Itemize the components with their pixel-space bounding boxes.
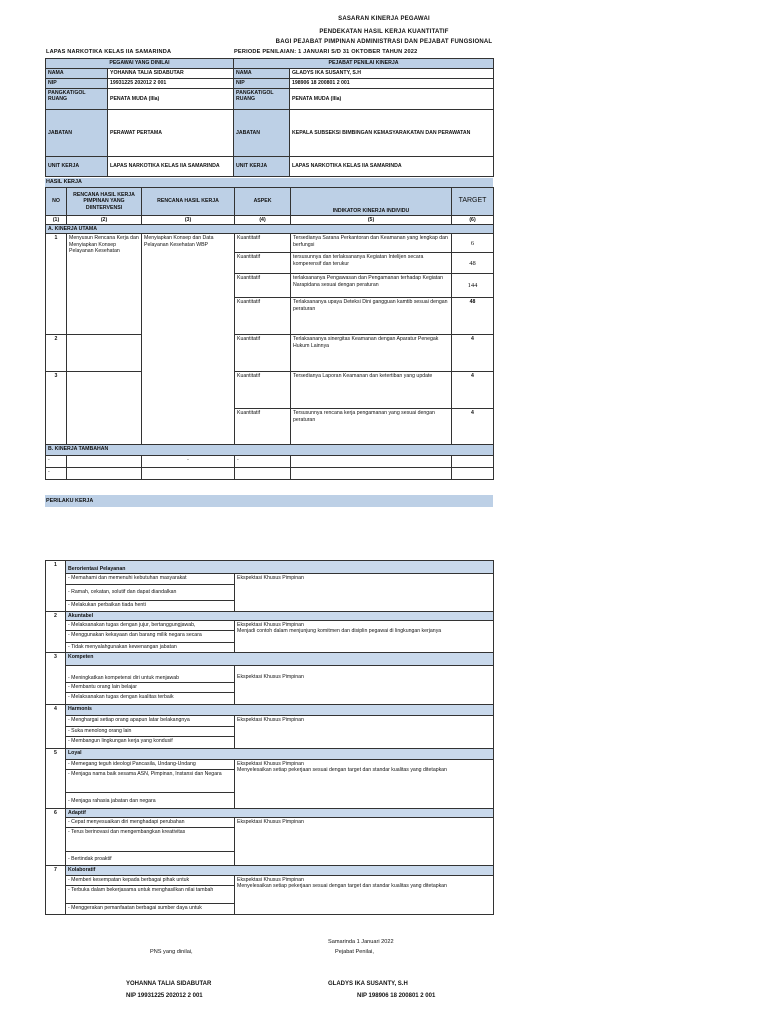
row-indikator: Tersusunnya rencana kerja pengamanan yang sesuai dengan peraturan [291, 409, 452, 445]
pegawai-nip: 19931225 202012 2 001 [108, 79, 234, 89]
form-subtitle-2: BAGI PEJABAT PIMPINAN ADMINISTRASI DAN PEJABAT FUNGSIONAL [275, 39, 493, 45]
pegawai-pangkat: PENATA MUDA (IIIa) [108, 89, 234, 110]
col-num-4: (4) [235, 216, 291, 225]
ekspektasi-block [235, 621, 494, 653]
perilaku-group [46, 561, 494, 574]
group-item: - Membantu orang lain belajar [66, 683, 235, 693]
left-role: PNS yang dinilai, [150, 949, 193, 955]
group-no: 5 [46, 749, 66, 809]
place-date: Samarinda 1 Januari 2022 [328, 939, 394, 945]
row-indikator: Tersedianya Sarana Perkantoran dan Keamanan yang lengkap dan berfungsi [291, 234, 452, 253]
group-item: - Menjaga nama baik sesama ASN, Pimpinan, Instansi dan Negara [66, 770, 235, 793]
label-unit-penilai: UNIT KERJA [234, 157, 290, 177]
group-item: - Memberi kesempatan kepada berbagai pihak untuk [66, 875, 235, 885]
label-unit: UNIT KERJA [46, 157, 108, 177]
penilai-unit: LAPAS NARKOTIKA KELAS IIA SAMARINDA [290, 157, 494, 177]
col-rencana-pimpinan: RENCANA HASIL KERJA PIMPINAN YANG DIINTERVENSI [67, 188, 142, 216]
group-title: Berorientasi Pelayanan [66, 561, 494, 574]
group-item: - Tidak menyalahgunakan kewenangan jabatan [66, 643, 235, 653]
row-indikator: Terlaksananya upaya Deteksi Dini gangguan kamtib sesuai dengan peraturan [291, 298, 452, 335]
row-indikator: Tersedianya Laporan Keamanan dan ketertiban yang update [291, 372, 452, 409]
label-jabatan-penilai: JABATAN [234, 110, 290, 157]
group-item: - Meningkatkan kompetensi diri untuk menjawab [66, 666, 235, 683]
right-nip: NIP 198906 18 200801 2 001 [357, 993, 436, 999]
label-jabatan: JABATAN [46, 110, 108, 157]
row-target: 4 [452, 335, 494, 372]
row-indikator: tersusunnya dan terlaksananya Kegiatan Intelijen secara komperensif dan terukur [291, 253, 452, 274]
ekspektasi-note: Menyelesaikan setiap pekerjaan sesuai dengan target dan standar kualitas yang ditetapkan [237, 882, 447, 889]
ekspektasi-label: Ekspektasi Khusus Pimpinan [235, 818, 494, 866]
table-row [46, 234, 494, 253]
row-target: 48 [452, 298, 494, 335]
col-num-3: (3) [142, 216, 235, 225]
row-target: 48 [452, 253, 494, 274]
col-aspek: ASPEK [235, 188, 291, 216]
col-num-1: (1) [46, 216, 67, 225]
group-item: - Memahami dan memenuhi kebutuhan masyarakat [66, 574, 235, 585]
label-nama-penilai: NAMA [234, 69, 290, 79]
left-nip: NIP 19931225 202012 2 001 [126, 993, 203, 999]
hasil-kerja-bar [45, 178, 493, 187]
table-row [46, 372, 494, 409]
left-name: YOHANNA TALIA SIDABUTAR [126, 981, 212, 987]
penilai-jabatan: KEPALA SUBSEKSI BIMBINGAN KEMASYARAKATAN DAN PERAWATAN [290, 110, 494, 157]
group-item: - Ramah, cekatan, solutif dan dapat diandalkan [66, 585, 235, 601]
group-title: Harmonis [66, 705, 494, 716]
right-role: Pejabat Penilai, [335, 949, 374, 955]
group-item: - Cepat menyesuaikan diri menghadapi perubahan [66, 818, 235, 828]
row-aspek: Kuantitatif [235, 372, 291, 409]
ekspektasi-note: Menjadi contoh dalam menjunjung komitmen dan disiplin pegawai di lingkungan kerjanya [237, 628, 442, 635]
tambahan-dash: - [142, 456, 235, 468]
perilaku-group [46, 809, 494, 818]
hasil-kerja-title: HASIL KERJA [46, 179, 82, 185]
perilaku-kerja-title: PERILAKU KERJA [46, 498, 94, 504]
tambahan-dash: - [235, 456, 291, 468]
ekspektasi-label: Ekspektasi Khusus Pimpinan [235, 716, 494, 749]
col-rencana: RENCANA HASIL KERJA [142, 188, 235, 216]
row-pimpinan-empty [67, 372, 142, 445]
row-target: 4 [452, 372, 494, 409]
periode: PERIODE PENILAIAN: 1 JANUARI S/D 31 OKTOBER TAHUN 2022 [234, 49, 418, 55]
kinerja-utama-label: A. KINERJA UTAMA [46, 225, 494, 234]
group-no: 6 [46, 809, 66, 866]
group-item: - Melakukan perbaikan tiada henti [66, 601, 235, 612]
penilai-pangkat: PENATA MUDA (IIIa) [290, 89, 494, 110]
penilai-nama: GLADYS IKA SUSANTY, S.H [290, 69, 494, 79]
ekspektasi-label: Ekspektasi Khusus Pimpinan [235, 666, 494, 705]
kinerja-tambahan-label: B. KINERJA TAMBAHAN [46, 445, 494, 456]
ekspektasi-block [235, 875, 494, 914]
ekspektasi-label: Ekspektasi Khusus Pimpinan [237, 761, 304, 768]
group-item: - Terus berinovasi dan mengembangkan kreativitas [66, 828, 235, 852]
row-target: 4 [452, 409, 494, 445]
group-item: - Bertindak proaktif [66, 852, 235, 866]
perilaku-table [45, 560, 494, 915]
col-num-2: (2) [67, 216, 142, 225]
row-pimpinan-empty [67, 335, 142, 372]
group-title: Kolaboratif [66, 866, 494, 875]
tambahan-dash: - [46, 456, 67, 468]
form-subtitle-1: PENDEKATAN HASIL KERJA KUANTITATIF [319, 29, 449, 35]
pegawai-table [45, 58, 494, 177]
tambahan-dash: - [46, 468, 67, 480]
group-no: 1 [46, 561, 66, 612]
group-title: Adaptif [66, 809, 494, 818]
group-no: 3 [46, 653, 66, 705]
penilai-nip: 198906 18 200801 2 001 [290, 79, 494, 89]
pegawai-nama: YOHANNA TALIA SIDABUTAR [108, 69, 234, 79]
pegawai-jabatan: PERAWAT PERTAMA [108, 110, 234, 157]
group-item: - Menjaga rahasia jabatan dan negara [66, 793, 235, 809]
ekspektasi-label: Ekspektasi Khusus Pimpinan [237, 622, 304, 629]
col-num-6: (6) [452, 216, 494, 225]
group-item: - Melaksanakan tugas dengan kualitas terbaik [66, 693, 235, 705]
group-item: - Membangun lingkungan kerja yang kondusif [66, 737, 235, 749]
row-no: 2 [46, 335, 67, 372]
ekspektasi-label: Ekspektasi Khusus Pimpinan [237, 876, 304, 883]
group-title: Akuntabel [66, 612, 494, 621]
perilaku-kerja-bar [45, 495, 493, 507]
row-target: 144 [452, 274, 494, 298]
row-no: 3 [46, 372, 67, 445]
row-indikator: terlaksananya Pengawasan dan Pengamanan terhadap Kegiatan Narapidana sesuai dengan peraturan [291, 274, 452, 298]
perilaku-group [46, 653, 494, 666]
group-item: - Menghargai setiap orang apapun latar belakangnya [66, 716, 235, 727]
col-indikator: INDIKATOR KINERJA INDIVIDU [291, 188, 452, 216]
perilaku-group [46, 749, 494, 760]
group-item: - Menggerakan pemanfaatan berbagai sumber daya untuk [66, 903, 235, 914]
label-pangkat-penilai: PANGKAT/GOL RUANG [234, 89, 290, 110]
group-title: Loyal [66, 749, 494, 760]
group-item: - Suka menolong orang lain [66, 727, 235, 737]
row-aspek: Kuantitatif [235, 335, 291, 372]
group-item: - Melaksanakan tugas dengan jujur, bertanggungjawab, [66, 621, 235, 631]
right-name: GLADYS IKA SUSANTY, S.H [328, 981, 408, 987]
group-item: - Memegang teguh ideologi Pancasila, Undang-Undang [66, 760, 235, 770]
row-aspek: Kuantitatif [235, 274, 291, 298]
group-no: 7 [46, 866, 66, 914]
row-aspek: Kuantitatif [235, 253, 291, 274]
perilaku-group [46, 705, 494, 716]
col-no: NO [46, 188, 67, 216]
row-no: 1 [46, 234, 67, 335]
label-nip: NIP [46, 79, 108, 89]
label-nama: NAMA [46, 69, 108, 79]
pegawai-unit: LAPAS NARKOTIKA KELAS IIA SAMARINDA [108, 157, 234, 177]
perilaku-group [46, 612, 494, 621]
row-aspek: Kuantitatif [235, 409, 291, 445]
group-no: 2 [46, 612, 66, 653]
form-title: SASARAN KINERJA PEGAWAI [338, 16, 430, 22]
table-row [46, 335, 494, 372]
row-aspek: Kuantitatif [235, 298, 291, 335]
perilaku-group [46, 866, 494, 875]
row-aspek: Kuantitatif [235, 234, 291, 253]
row-indikator: Terlaksananya sinergitas Keamanan dengan Aparatur Penegak Hukum Lainnya [291, 335, 452, 372]
col-num-5: (5) [291, 216, 452, 225]
ekspektasi-note: Menyelesaikan setiap pekerjaan sesuai dengan target dan standar kualitas yang ditetapkan [237, 767, 447, 774]
pegawai-heading: PEGAWAI YANG DINILAI [46, 59, 234, 69]
row-pimpinan: Menyusun Rencana Kerja dan Menyiapkan Konsep Pelayanan Kesehatan [67, 234, 142, 335]
penilai-heading: PEJABAT PENILAI KINERJA [234, 59, 494, 69]
ekspektasi-block [235, 760, 494, 809]
hasil-kerja-table [45, 187, 494, 480]
label-pangkat: PANGKAT/GOL RUANG [46, 89, 108, 110]
group-item: - Menggunakan kekayaan dan barang milik negara secara [66, 631, 235, 643]
group-item: - Terbuka dalam bekerjasama untuk menghasilkan nilai tambah [66, 885, 235, 903]
unit-left: LAPAS NARKOTIKA KELAS IIA SAMARINDA [46, 49, 172, 55]
row-rencana: Menyiapkan Konsep dan Data Pelayanan Kesehatan WBP [142, 234, 235, 445]
group-no: 4 [46, 705, 66, 749]
ekspektasi-label: Ekspektasi Khusus Pimpinan [235, 574, 494, 612]
col-target: TARGET [452, 188, 494, 216]
group-title: Kompeten [66, 653, 494, 666]
row-target: 6 [452, 234, 494, 253]
label-nip-penilai: NIP [234, 79, 290, 89]
